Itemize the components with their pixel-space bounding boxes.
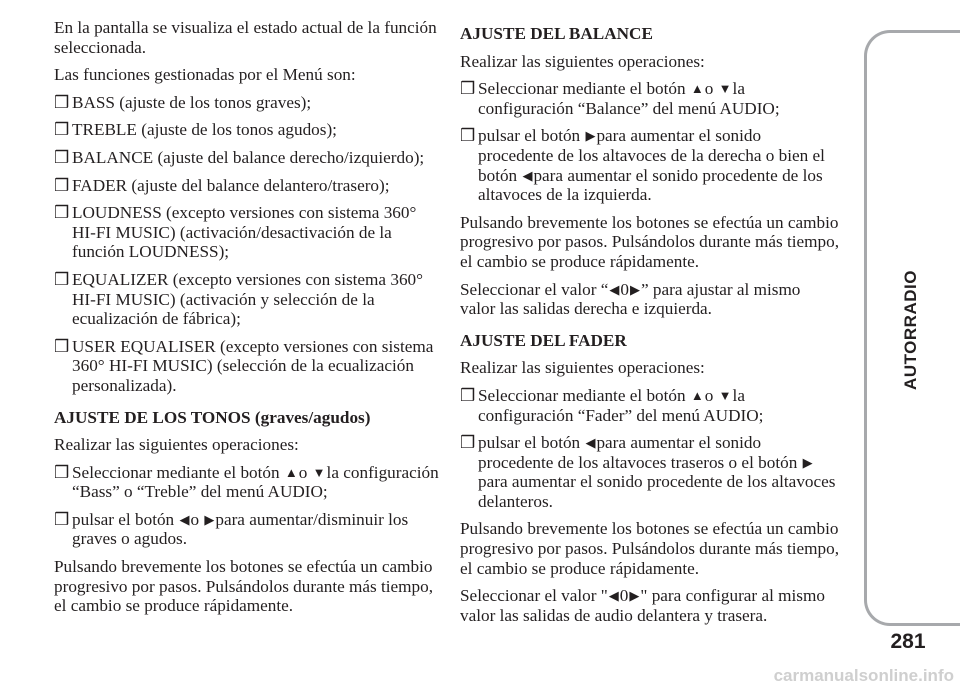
right-arrow-icon: ▶: [630, 281, 640, 297]
right-arrow-icon: ▶: [629, 588, 640, 604]
checkbox-bullet-icon: ❒: [54, 147, 70, 167]
checkbox-bullet-icon: ❒: [460, 433, 476, 453]
balance-note: Pulsando brevemente los botones se efectúa un cambio progresivo por pasos. Pulsándolos durante más tiempo, el cambio se produce rápidamente.: [460, 212, 840, 271]
balance-operations: Realizar las siguientes operaciones:: [460, 51, 705, 71]
balance-step-adjust: ❒ pulsar el botón ▶para aumentar el sonido procedente de los altavoces de la derecha o bien el botón ◀para aumentar el sonido procedente de los altavoces de la izquierda.: [460, 126, 825, 205]
checkbox-bullet-icon: ❒: [54, 462, 70, 482]
checkbox-bullet-icon: ❒: [54, 175, 70, 195]
left-arrow-icon: ◀: [585, 435, 596, 451]
down-arrow-icon: ▼: [718, 81, 732, 97]
left-arrow-icon: ◀: [522, 167, 533, 183]
left-arrow-icon: ◀: [609, 281, 620, 297]
function-item-fader: ❒ FADER (ajuste del balance delantero/trasero);: [54, 175, 390, 195]
right-arrow-icon: ▶: [585, 128, 596, 144]
balance-center-value: Seleccionar el valor “◀0▶” para ajustar al mismo valor las salidas derecha e izquierda.: [460, 279, 801, 319]
left-column: [54, 18, 444, 624]
left-arrow-icon: ◀: [179, 511, 190, 527]
fader-step-adjust: ❒ pulsar el botón ◀para aumentar el sonido procedente de los altavoces traseros o el botón ▶para aumentar el sonido procedente de los altavoces delanteros.: [460, 433, 836, 511]
checkbox-bullet-icon: ❒: [54, 120, 70, 140]
intro-paragraph: En la pantalla se visualiza el estado actual de la función seleccionada.: [54, 18, 437, 57]
tones-heading: AJUSTE DE LOS TONOS (graves/agudos): [54, 407, 371, 427]
checkbox-bullet-icon: ❒: [460, 385, 476, 405]
function-item-loudness: ❒ LOUDNESS (excepto versiones con sistema 360° HI-FI MUSIC) (activación/desactivación de la función LOUDNESS);: [54, 203, 417, 262]
tones-operations: Realizar las siguientes operaciones:: [54, 435, 299, 455]
fader-operations: Realizar las siguientes operaciones:: [460, 358, 705, 378]
fader-step-select: ❒ Seleccionar mediante el botón ▲o ▼la configuración “Fader” del menú AUDIO;: [460, 385, 764, 425]
fader-heading: AJUSTE DEL FADER: [460, 330, 627, 350]
function-item-balance: ❒ BALANCE (ajuste del balance derecho/izquierdo);: [54, 147, 425, 167]
balance-heading: AJUSTE DEL BALANCE: [460, 24, 653, 43]
fader-note: Pulsando brevemente los botones se efectúa un cambio progresivo por pasos. Pulsándolos durante más tiempo, el cambio se produce rápidamente.: [460, 519, 840, 578]
function-item-user-equaliser: ❒ USER EQUALISER (excepto versiones con sistema 360° HI-FI MUSIC) (selección de la ecualización personalizada).: [54, 336, 434, 395]
balance-step-select: ❒ Seleccionar mediante el botón ▲o ▼la configuración “Balance” del menú AUDIO;: [460, 79, 780, 118]
checkbox-bullet-icon: ❒: [460, 126, 476, 146]
checkbox-bullet-icon: ❒: [54, 203, 70, 223]
function-item-equalizer: ❒ EQUALIZER (excepto versiones con sistema 360° HI-FI MUSIC) (activación y selección de la ecualización de fábrica);: [54, 269, 424, 329]
up-arrow-icon: ▲: [690, 81, 704, 97]
page-number: 281: [890, 630, 926, 653]
down-arrow-icon: ▼: [718, 387, 732, 403]
checkbox-bullet-icon: ❒: [460, 79, 476, 99]
checkbox-bullet-icon: ❒: [54, 92, 70, 112]
left-arrow-icon: ◀: [608, 588, 619, 604]
up-arrow-icon: ▲: [690, 387, 704, 403]
function-item-bass: ❒ BASS (ajuste de los tonos graves);: [54, 92, 312, 112]
tones-step-select: ❒ Seleccionar mediante el botón ▲o ▼la configuración “Bass” o “Treble” del menú AUDIO;: [54, 462, 439, 502]
tones-note: Pulsando brevemente los botones se efectúa un cambio progresivo por pasos. Pulsándolos durante más tiempo, el cambio se produce rápidamente.: [54, 557, 434, 616]
function-item-treble: ❒ TREBLE (ajuste de los tonos agudos);: [54, 120, 337, 140]
checkbox-bullet-icon: ❒: [54, 336, 70, 356]
right-arrow-icon: ▶: [204, 511, 215, 527]
up-arrow-icon: ▲: [284, 464, 298, 480]
section-tab-label: AUTORRADIO: [901, 270, 921, 390]
functions-intro: Las funciones gestionadas por el Menú son:: [54, 65, 356, 85]
down-arrow-icon: ▼: [312, 464, 326, 480]
tones-step-adjust: ❒ pulsar el botón ◀o ▶para aumentar/disminuir los graves o agudos.: [54, 509, 409, 549]
watermark: carmanualsonline.info: [773, 666, 954, 685]
checkbox-bullet-icon: ❒: [54, 269, 70, 289]
checkbox-bullet-icon: ❒: [54, 509, 70, 529]
right-arrow-icon: ▶: [802, 454, 813, 470]
right-column: [460, 18, 840, 633]
fader-center-value: Seleccionar el valor "◀0▶" para configurar al mismo valor las salidas de audio delantera y trasera.: [460, 586, 825, 625]
